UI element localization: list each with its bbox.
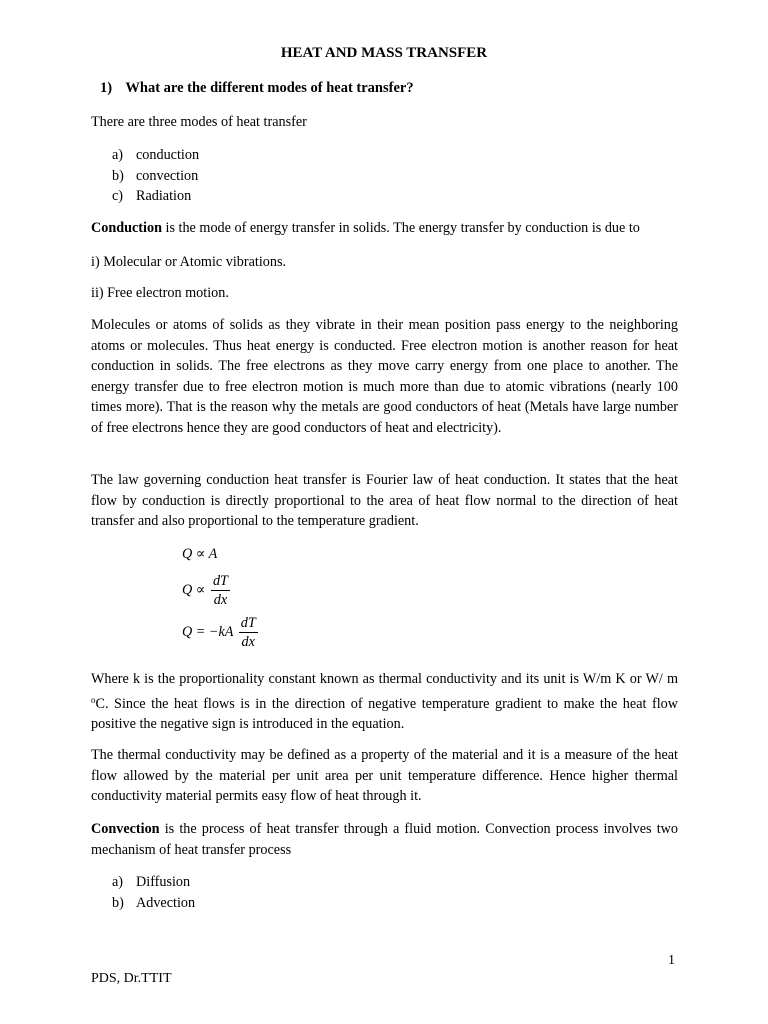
equation-3-lhs: Q = −kA [182, 623, 234, 640]
list-item-label: a) [112, 874, 124, 890]
list-item-text: convection [136, 167, 199, 184]
list-item [112, 145, 199, 166]
footer-author: PDS, Dr.TTIT [91, 971, 172, 986]
equation-2 [182, 572, 230, 609]
list-item-text: Diffusion [136, 874, 191, 890]
convection-mechanisms-list [112, 872, 195, 913]
equation-2-lhs: Q ∝ [182, 581, 206, 598]
modes-intro: There are three modes of heat transfer [91, 114, 307, 130]
question-text: What are the different modes of heat transfer? [125, 80, 414, 96]
list-item-text: Radiation [136, 188, 192, 205]
conductivity-paragraph-1 [91, 669, 678, 735]
convection-term: Convection [91, 821, 160, 837]
list-item-label: b) [112, 894, 124, 911]
conduction-definition-text: is the mode of energy transfer in solids. The energy transfer by conduction is due to [161, 220, 640, 236]
modes-list [112, 145, 199, 207]
fraction-denominator: dx [241, 634, 255, 650]
list-item [112, 186, 199, 207]
list-item-label: c) [112, 188, 124, 205]
conduction-definition [91, 220, 640, 237]
conductivity-paragraph-2: The thermal conductivity may be defined as a property of the material and it is a measure of the heat flow allowed by the material per unit area per unit temperature difference. Hence higher thermal conductivity material permits easy flow of heat through it. [91, 747, 678, 805]
list-item-text: Advection [136, 894, 196, 911]
conductivity-text-b: C. Since the heat flows is in the direction of negative temperature gradient to make the heat flow positive the negative sign is introduced in the equation. [91, 695, 678, 733]
page-number: 1 [668, 953, 675, 968]
list-item-label: b) [112, 167, 124, 184]
conduction-paragraph-1: Molecules or atoms of solids as they vibrate in their mean position pass energy to the neighboring atoms or molecules. Thus heat energy is conducted. Free electron motion is another reason for heat conduction in solids. The free electrons as they move carry energy from one place to another. The energy transfer due to free electron motion is much more than due to atomic vibrations (nearly 100 times more). That is the reason why the metals are good conductors of heat (Metals have large number of free electrons hence they are good conductors of heat and electricity). [91, 317, 678, 436]
degree-superscript: o [91, 694, 96, 705]
conduction-cause-1: i) Molecular or Atomic vibrations. [91, 254, 287, 270]
question-heading [100, 80, 414, 97]
list-item-text: conduction [136, 147, 200, 163]
convection-definition [91, 819, 678, 860]
derivative-fraction [211, 572, 230, 609]
conductivity-text-a: Where k is the proportionality constant known as thermal conductivity and its unit is W/m K or W/ m [91, 671, 678, 687]
list-item-label: a) [112, 147, 124, 163]
derivative-fraction [239, 614, 258, 651]
equation-3 [182, 614, 258, 651]
conduction-term: Conduction [91, 220, 162, 236]
list-item [112, 166, 199, 187]
fraction-numerator: dT [212, 573, 228, 589]
fourier-law-paragraph: The law governing conduction heat transfer is Fourier law of heat conduction. It states that the heat flow by conduction is directly proportional to the area of heat flow normal to the direction of heat transfer and also proportional to the temperature gradient. [91, 472, 678, 530]
convection-definition-text: is the process of heat transfer through a fluid motion. Convection process involves two mechanism of heat transfer process [91, 821, 678, 858]
fraction-denominator: dx [213, 592, 228, 608]
equation-1: Q ∝ A [182, 546, 218, 562]
conduction-cause-2: ii) Free electron motion. [91, 285, 229, 301]
question-number: 1) [100, 80, 113, 96]
list-item [112, 872, 195, 893]
list-item [112, 893, 195, 914]
document-title: HEAT AND MASS TRANSFER [280, 45, 488, 61]
fraction-numerator: dT [240, 615, 256, 631]
